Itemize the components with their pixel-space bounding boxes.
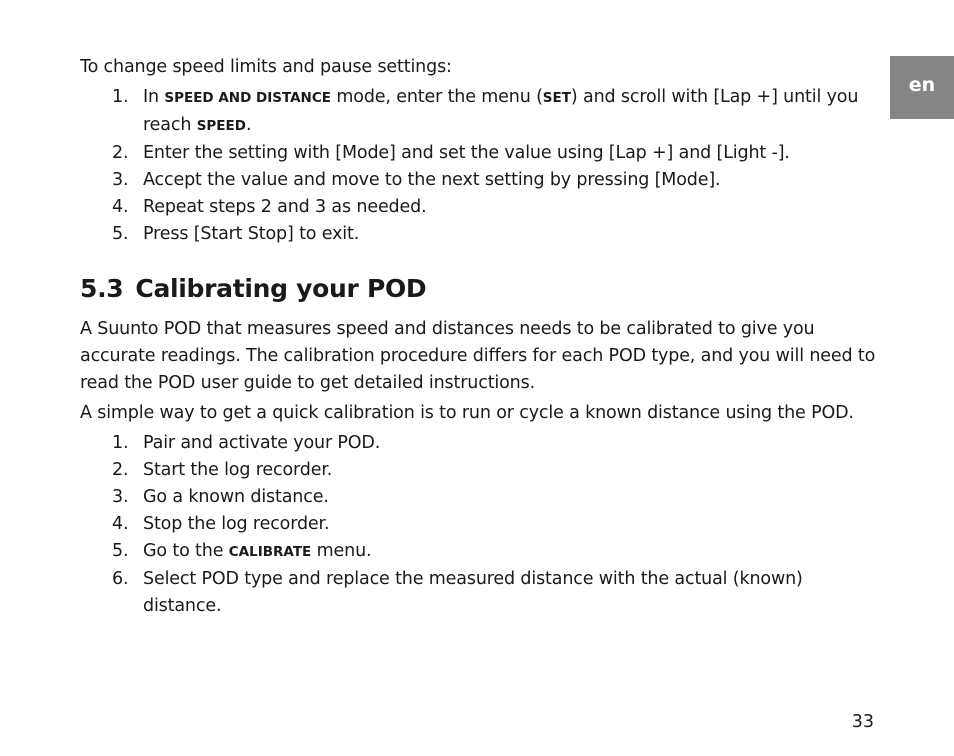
list-item-text: Accept the value and move to the next setting by pressing [Mode]. bbox=[143, 170, 721, 190]
list-item-text: Go to the bbox=[143, 541, 229, 561]
list-item bbox=[80, 140, 880, 167]
list-item-text: Start the log recorder. bbox=[143, 460, 333, 480]
section-number: 5.3 bbox=[80, 274, 124, 303]
list-item-number: 2. bbox=[112, 143, 129, 163]
list-item-text: Go a known distance. bbox=[143, 487, 329, 507]
list-item bbox=[80, 538, 880, 566]
list-item-number: 5. bbox=[112, 541, 129, 561]
page-number: 33 bbox=[851, 712, 874, 732]
list-item-text: Select POD type and replace the measured distance with the actual (known) distance. bbox=[143, 569, 803, 616]
list-item-text: mode, enter the menu ( bbox=[330, 87, 543, 107]
list-item-text: Pair and activate your POD. bbox=[143, 433, 381, 453]
list-item bbox=[80, 221, 880, 248]
list-item-text: In bbox=[143, 87, 165, 107]
list-item-number: 4. bbox=[112, 514, 129, 534]
list-item-text: ) and scroll with [Lap +] until you reach bbox=[143, 87, 859, 135]
list-item-text: Stop the log recorder. bbox=[143, 514, 330, 534]
page-content bbox=[80, 54, 880, 620]
list-item-number: 4. bbox=[112, 197, 129, 217]
list-item bbox=[80, 566, 880, 620]
list-item-text: menu. bbox=[311, 541, 372, 561]
list-item-number: 5. bbox=[112, 224, 129, 244]
menu-term: SET bbox=[542, 90, 571, 106]
list-item-text: Repeat steps 2 and 3 as needed. bbox=[143, 197, 427, 217]
menu-term: SPEED bbox=[196, 118, 246, 134]
list-item bbox=[80, 194, 880, 221]
language-tab bbox=[890, 56, 954, 119]
list-item-number: 3. bbox=[112, 487, 129, 507]
list-item bbox=[80, 484, 880, 511]
list-item bbox=[80, 457, 880, 484]
list-item-number: 3. bbox=[112, 170, 129, 190]
list-item bbox=[80, 167, 880, 194]
list-item-text: Press [Start Stop] to exit. bbox=[143, 224, 360, 244]
list-item bbox=[80, 84, 880, 140]
section-title: Calibrating your POD bbox=[135, 274, 427, 303]
list-item-number: 1. bbox=[112, 433, 129, 453]
language-tab-label: en bbox=[908, 74, 936, 96]
calibration-steps bbox=[80, 430, 880, 620]
section-heading bbox=[80, 272, 880, 306]
list-item-number: 1. bbox=[112, 87, 129, 107]
list-item-number: 6. bbox=[112, 569, 129, 589]
calibration-paragraph-1: A Suunto POD that measures speed and distances needs to be calibrated to give you accurate readings. The calibration procedure differs for each POD type, and you will need to read the POD user guide to get detailed instructions. bbox=[80, 319, 876, 393]
list-item bbox=[80, 430, 880, 457]
speed-settings-steps bbox=[80, 84, 880, 248]
calibration-paragraph-2: A simple way to get a quick calibration is to run or cycle a known distance using the POD. bbox=[80, 403, 854, 423]
intro-text: To change speed limits and pause settings: bbox=[80, 57, 452, 77]
menu-term: CALIBRATE bbox=[228, 544, 312, 560]
list-item-text: . bbox=[245, 115, 252, 135]
list-item bbox=[80, 511, 880, 538]
menu-term: SPEED AND DISTANCE bbox=[164, 90, 331, 106]
list-item-text: Enter the setting with [Mode] and set the value using [Lap +] and [Light -]. bbox=[143, 143, 790, 163]
list-item-number: 2. bbox=[112, 460, 129, 480]
